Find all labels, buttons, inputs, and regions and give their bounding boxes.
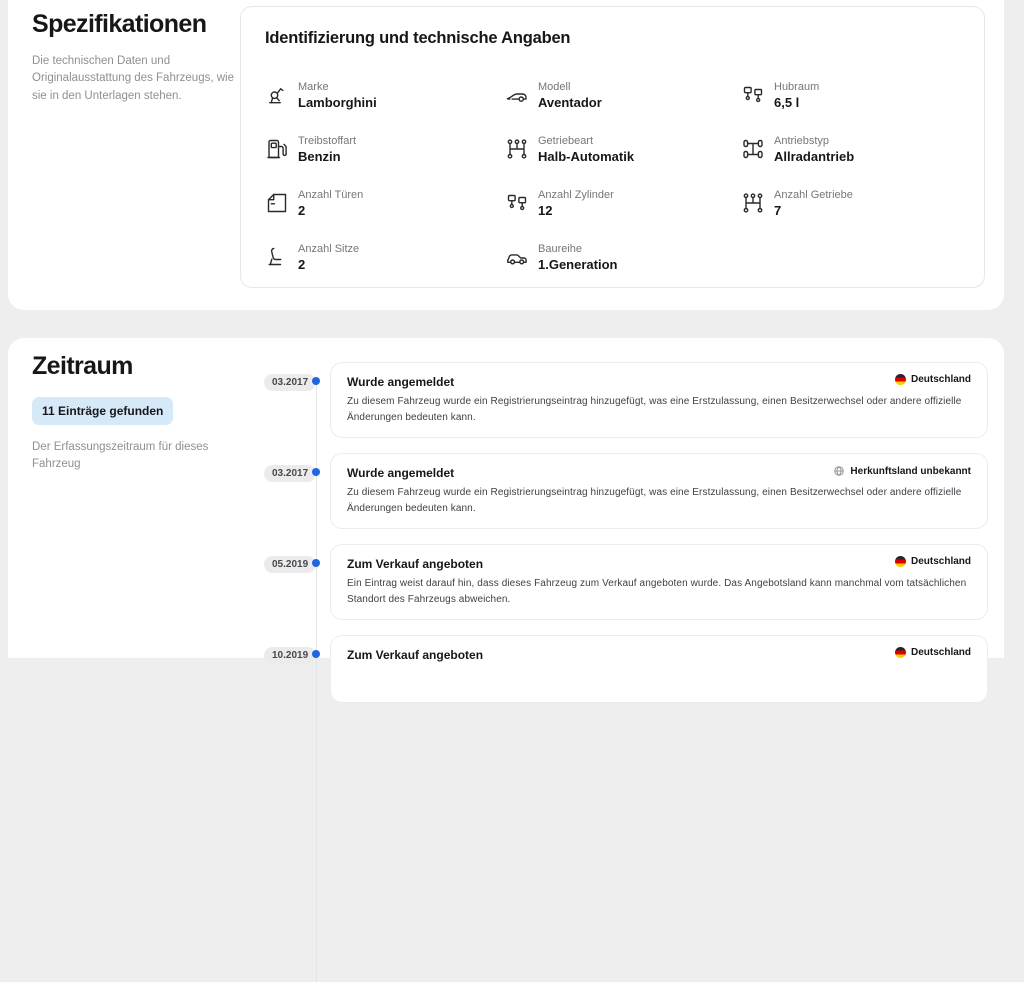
entry-title: Zum Verkauf angeboten — [347, 648, 484, 662]
timeline-entry-card — [330, 544, 988, 620]
spec-item-antriebstyp — [741, 122, 960, 176]
entry-date-pill: 03.2017 — [264, 465, 316, 482]
entry-date-pill: 10.2019 — [264, 647, 316, 664]
entry-title: Zum Verkauf angeboten — [347, 557, 484, 571]
entry-description: Zu diesem Fahrzeug wurde ein Registrierungseintrag hinzugefügt, was eine Erstzulassung, einen Besitzerwechsel oder andere offizielle Änderungen bedeuten kann. — [347, 396, 962, 423]
timeline-entry-card — [330, 453, 988, 529]
spec-item-treibstoffart — [265, 122, 505, 176]
entry-title: Wurde angemeldet — [347, 375, 455, 389]
gear-shifter-icon — [505, 137, 529, 161]
spec-value: 1.Generation — [538, 256, 618, 272]
spec-item-anzahl-sitze — [265, 230, 505, 284]
entry-title: Wurde angemeldet — [347, 466, 455, 480]
spec-label: Modell — [538, 80, 571, 93]
spec-label: Hubraum — [774, 80, 820, 93]
entry-country-label: Herkunftsland unbekannt — [850, 465, 971, 477]
timeline-dot — [312, 559, 320, 567]
spec-item-anzahl-tueren — [265, 176, 505, 230]
specifications-description: Die technischen Daten und Originalausstattung des Fahrzeugs, wie sie in den Unterlagen stehen. — [32, 55, 234, 102]
spec-label: Anzahl Sitze — [298, 242, 360, 255]
fuel-pump-icon — [265, 137, 289, 161]
car-seat-icon — [265, 245, 289, 269]
spec-label: Marke — [298, 80, 329, 93]
spec-value: Benzin — [298, 148, 341, 164]
identification-card — [240, 6, 985, 288]
timeline-entry — [260, 544, 988, 620]
timeline-dot — [312, 468, 320, 476]
spec-value: Halb-Automatik — [538, 148, 635, 164]
timeline-entry-card — [330, 635, 988, 703]
globe-icon — [833, 465, 845, 477]
timeline-sidebar — [32, 352, 244, 474]
spec-value: 2 — [298, 202, 306, 218]
spec-label: Anzahl Zylinder — [538, 188, 614, 201]
entry-country-label: Deutschland — [910, 556, 971, 567]
timeline-description: Der Erfassungszeitraum für dieses Fahrzeug — [32, 441, 209, 471]
germany-flag-icon — [895, 556, 906, 567]
entry-date-pill: 03.2017 — [264, 374, 316, 391]
spec-value: Lamborghini — [298, 94, 377, 110]
entry-country-badge — [895, 374, 971, 385]
timeline-entry — [260, 453, 988, 529]
spec-value: 7 — [774, 202, 782, 218]
spec-item-marke — [265, 68, 505, 122]
identification-card-title: Identifizierung und technische Angaben — [265, 29, 571, 47]
spec-item-baureihe — [505, 230, 741, 284]
spec-label: Antriebstyp — [774, 134, 830, 147]
entry-description: Zu diesem Fahrzeug wurde ein Registrierungseintrag hinzugefügt, was eine Erstzulassung, einen Besitzerwechsel oder andere offizielle Änderungen bedeuten kann. — [347, 487, 962, 514]
germany-flag-icon — [895, 647, 906, 658]
timeline-list — [260, 362, 988, 718]
timeline-entry — [260, 635, 988, 703]
drivetrain-icon — [741, 137, 765, 161]
spec-value: Aventador — [538, 94, 602, 110]
car-door-icon — [265, 191, 289, 215]
spec-item-modell — [505, 68, 741, 122]
spec-grid — [265, 68, 960, 284]
spec-label: Treibstoffart — [298, 134, 357, 147]
spec-label: Getriebeart — [538, 134, 594, 147]
specifications-section — [8, 0, 1004, 310]
gear-shifter-icon — [741, 191, 765, 215]
brand-emblem-icon — [265, 83, 289, 107]
entry-country-badge — [895, 647, 971, 658]
spec-value: 6,5 l — [774, 94, 800, 110]
spec-value: 2 — [298, 256, 306, 272]
spec-item-hubraum — [741, 68, 960, 122]
timeline-dot — [312, 650, 320, 658]
specifications-title: Spezifikationen — [32, 10, 207, 38]
timeline-title: Zeitraum — [32, 352, 133, 380]
timeline-section — [8, 338, 1004, 662]
spec-item-anzahl-getriebe — [741, 176, 960, 230]
spec-value: Allradantrieb — [774, 148, 855, 164]
entry-date-pill: 05.2019 — [264, 556, 316, 573]
entry-country-badge — [833, 465, 971, 477]
pistons-icon — [741, 83, 765, 107]
car-side-icon — [505, 245, 529, 269]
entry-country-badge — [895, 556, 971, 567]
timeline-entry — [260, 362, 988, 438]
spec-item-getriebeart — [505, 122, 741, 176]
spec-label: Anzahl Getriebe — [774, 188, 853, 201]
entries-found-badge: 11 Einträge gefunden — [32, 397, 173, 425]
spec-label: Anzahl Türen — [298, 188, 364, 201]
spec-item-anzahl-zylinder — [505, 176, 741, 230]
timeline-entry-card — [330, 362, 988, 438]
pistons-icon — [505, 191, 529, 215]
entry-description: Ein Eintrag weist darauf hin, dass dieses Fahrzeug zum Verkauf angeboten wurde. Das Angebotsland kann manchmal vom tatsächlichen Standort des Fahrzeugs abweichen. — [347, 578, 967, 605]
entry-country-label: Deutschland — [910, 374, 971, 385]
germany-flag-icon — [895, 374, 906, 385]
spec-value: 12 — [538, 202, 553, 218]
spec-label: Baureihe — [538, 242, 583, 255]
timeline-dot — [312, 377, 320, 385]
specifications-sidebar — [32, 10, 244, 105]
entry-country-label: Deutschland — [910, 647, 971, 658]
car-front-icon — [505, 83, 529, 107]
